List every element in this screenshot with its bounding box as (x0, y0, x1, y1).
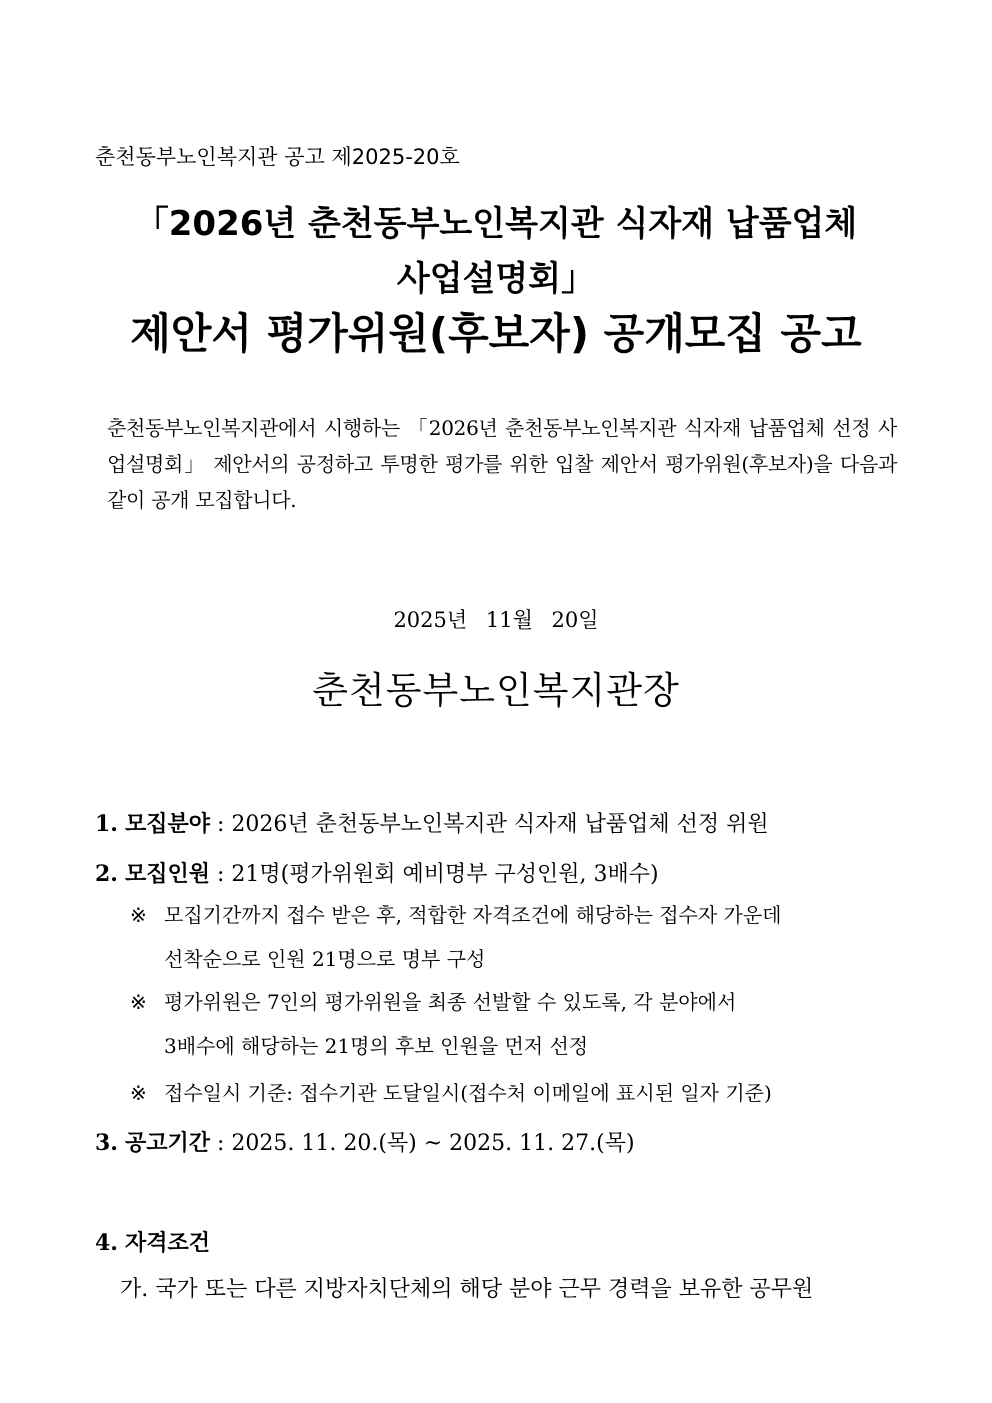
note-text-continued: 3배수에 해당하는 21명의 후보 인원을 먼저 선정 (164, 1034, 589, 1058)
item-value: : 21명(평가위원회 예비명부 구성인원, 3배수) (216, 862, 659, 887)
note-text-continued: 선착순으로 인원 21명으로 명부 구성 (164, 947, 486, 971)
item-label: 모집분야 (124, 811, 210, 837)
sub-item-text: 국가 또는 다른 지방자치단체의 해당 분야 근무 경력을 보유한 공무원 (155, 1277, 814, 1302)
item-recruit-count (95, 857, 659, 888)
reference-mark: ※ (130, 903, 147, 927)
note-text: 평가위원은 7인의 평가위원을 최종 선발할 수 있도록, 각 분야에서 (164, 990, 737, 1014)
item-number: 3. (95, 1130, 118, 1156)
reference-mark: ※ (130, 1081, 147, 1105)
note-1 (130, 893, 896, 981)
intro-paragraph: 춘천동부노인복지관에서 시행하는 「2026년 춘천동부노인복지관 식자재 납품업체 선정 사업설명회」 제안서의 공정하고 투명한 평가를 위한 입찰 제안서 평가위원(후보자)을 다음과 같이 공개 모집합니다. (107, 416, 897, 512)
qualification-item-ga (120, 1272, 813, 1303)
item-notice-period (95, 1126, 635, 1157)
organization-head: 춘천동부노인복지관장 (312, 669, 680, 712)
note-3 (130, 1071, 896, 1115)
item-value: : 2025. 11. 20.(목) ~ 2025. 11. 27.(목) (216, 1131, 635, 1156)
reference-mark: ※ (130, 990, 147, 1014)
note-text: 모집기간까지 접수 받은 후, 적합한 자격조건에 해당하는 접수자 가운데 (164, 903, 782, 927)
title-line-1: 「2026년 춘천동부노인복지관 식자재 납품업체 (134, 204, 858, 244)
item-qualifications (95, 1226, 210, 1257)
item-number: 2. (95, 861, 118, 887)
sub-item-label: 가. (120, 1277, 149, 1302)
item-label: 자격조건 (124, 1230, 210, 1256)
note-2 (130, 980, 896, 1068)
note-text: 접수일시 기준: 접수기관 도달일시(접수처 이메일에 표시된 일자 기준) (164, 1081, 772, 1105)
item-recruit-field (95, 807, 769, 838)
item-value: : 2026년 춘천동부노인복지관 식자재 납품업체 선정 위원 (216, 812, 769, 837)
notice-number: 춘천동부노인복지관 공고 제2025-20호 (95, 145, 460, 169)
notice-date: 2025년 11월 20일 (393, 608, 599, 632)
item-label: 공고기간 (124, 1130, 210, 1156)
item-number: 1. (95, 811, 118, 837)
item-label: 모집인원 (124, 861, 210, 887)
title-line-2: 사업설명회」 (396, 259, 596, 299)
title-main: 제안서 평가위원(후보자) 공개모집 공고 (130, 309, 862, 358)
item-number: 4. (95, 1230, 118, 1256)
